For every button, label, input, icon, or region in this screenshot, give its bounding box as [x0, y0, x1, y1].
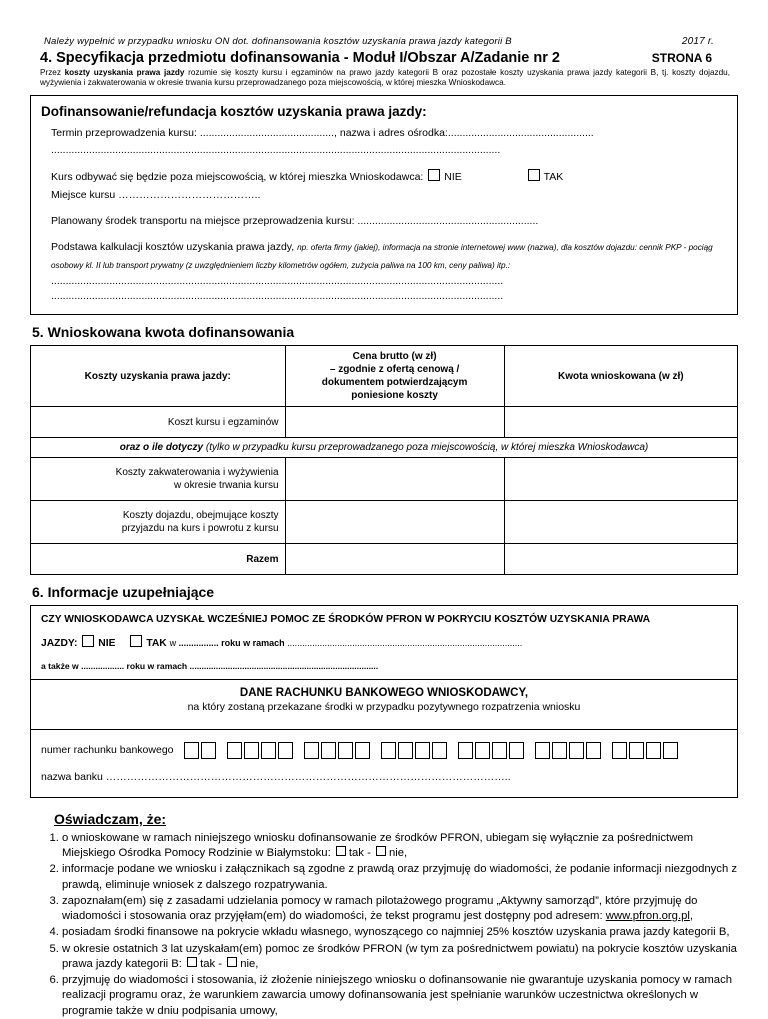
label-tak: TAK [543, 171, 564, 183]
account-group[interactable] [304, 742, 372, 759]
course-term-input-2[interactable]: .......................................................................................................................................................... [51, 144, 501, 157]
declaration-item-1-sep: - [367, 847, 371, 860]
list-item [62, 831, 738, 862]
checkbox-prior-nie[interactable] [82, 635, 94, 647]
checkbox-decl5-tak[interactable] [187, 957, 197, 967]
account-cell[interactable] [629, 742, 644, 759]
takze-year-input[interactable]: .................. roku w ramach [81, 660, 190, 671]
account-cell[interactable] [244, 742, 259, 759]
prior-aid-question: CZY WNIOSKODAWCA UZYSKAŁ WCZEŚNIEJ POMOC ZE ŚRODKÓW PFRON W POKRYCIU KOSZTÓW UZYSKANIA PRAWA [41, 614, 651, 626]
account-group[interactable] [535, 742, 603, 759]
checkbox-outside-tak[interactable] [528, 169, 540, 181]
calculation-basis-label: Podstawa kalkulacji kosztów uzyskania prawa jazdy, [51, 241, 298, 254]
section4-box [30, 95, 738, 316]
takze-program-input[interactable]: ............................................................................... [189, 660, 379, 671]
row-travel-label-l1: Koszty dojazdu, obejmujące koszty [122, 510, 279, 522]
col2-header-line1: Cena brutto (w zł) [352, 351, 437, 363]
account-cell[interactable] [201, 742, 216, 759]
account-cell[interactable] [475, 742, 490, 759]
account-cell[interactable] [612, 742, 627, 759]
row-travel-label-l2: przyjazdu na kurs i powrotu z kursu [121, 523, 279, 535]
bank-title: DANE RACHUNKU BANKOWEGO WNIOSKODAWCY, [239, 686, 529, 699]
course-term-input[interactable]: .............................................., [199, 126, 337, 139]
outside-city-label: Kurs odbywać się będzie poza miejscowością, w której mieszka Wnioskodawca: [51, 171, 424, 183]
declaration-item-5-text: w okresie ostatnich 3 lat uzyskałam(em) pomoc ze środków PFRON (w tym za pośrednictwem powiatu) na pokrycie kosztów uzyskania prawa jazdy kategorii B: [62, 942, 737, 970]
account-group[interactable] [458, 742, 526, 759]
outside-city-line [41, 169, 727, 186]
account-cell[interactable] [184, 742, 199, 759]
account-cell[interactable] [398, 742, 413, 759]
course-term-line2[interactable] [41, 143, 727, 159]
list-item [62, 862, 738, 893]
account-cell[interactable] [458, 742, 473, 759]
declaration-item-5-opt1: tak [200, 957, 216, 970]
declaration-title: Oświadczam, że: [54, 810, 167, 827]
declaration-item-4-text: posiadam środki finansowe na pokrycie wkładu własnego, wynoszącego co najmniej 25% kosztów uzyskania prawa jazdy kategorii B, [62, 926, 730, 939]
declaration-item-5-sep: - [218, 957, 223, 970]
row-accommodation-label-l2: w okresie trwania kursu [174, 480, 279, 492]
row-note [31, 438, 738, 458]
account-cell[interactable] [586, 742, 601, 759]
section4-intro [30, 68, 738, 89]
bank-subtitle: na który zostaną przekazane środki w przypadku pozytywnego rozpatrzenia wniosku [187, 700, 581, 713]
jazdy-label: JAZDY: [41, 638, 78, 650]
account-cell[interactable] [304, 742, 319, 759]
transport-line [41, 214, 727, 230]
account-number-label: numer rachunku bankowego [41, 744, 174, 757]
account-cell[interactable] [381, 742, 396, 759]
table-total-row [31, 544, 738, 575]
pfron-link[interactable]: www.pfron.org.pl [605, 910, 690, 923]
row-accommodation-requested[interactable] [504, 458, 737, 501]
account-cell[interactable] [432, 742, 447, 759]
row-travel-requested[interactable] [504, 501, 737, 544]
intro-prefix: Przez [40, 68, 65, 77]
table-note-row [31, 438, 738, 458]
course-term-line [41, 126, 727, 142]
account-cell[interactable] [415, 742, 430, 759]
row-accommodation-label-l1: Koszty zakwaterowania i wyżywienia [115, 467, 279, 479]
bank-name-row [41, 761, 727, 787]
list-item [62, 925, 738, 940]
row-accommodation-gross[interactable] [285, 458, 504, 501]
bank-block [31, 680, 737, 729]
section4-title-row [30, 50, 738, 66]
checkbox-decl1-nie[interactable] [376, 846, 386, 856]
row-travel-label [31, 501, 286, 544]
transport-label: Planowany środek transportu na miejsce przeprowadzenia kursu: [51, 214, 355, 227]
col2-header [285, 346, 504, 407]
account-group[interactable] [381, 742, 449, 759]
declaration-item-1-opt2: nie, [388, 847, 408, 860]
list-item [62, 942, 738, 973]
section4-title: 4. Specyfikacja przedmiotu dofinansowania - Moduł I/Obszar A/Zadanie nr 2 [40, 50, 560, 66]
declaration-item-3-text-after: , [689, 910, 694, 923]
account-cell[interactable] [321, 742, 336, 759]
prior-label-nie: NIE [98, 638, 116, 650]
account-cell[interactable] [535, 742, 550, 759]
calculation-line-1[interactable] [41, 275, 727, 288]
account-group[interactable] [612, 742, 680, 759]
row-note-bold: oraz o ile dotyczy [119, 442, 206, 454]
transport-input[interactable]: .............................................................. [354, 214, 539, 227]
center-name-input[interactable]: .................................................. [447, 126, 594, 139]
declaration-item-6-text: przyjmuję do wiadomości i stosowania, iż złożenie niniejszego wniosku o dofinansowanie nie gwarantuje uzyskania pomocy w ramach realizacji programu oraz, że warunkiem zawarcia umowy dofinansowania jest spełnianie warunków uczestnictwa określonych w programie także w dniu podpisania umowy, [62, 974, 732, 1017]
declaration-item-3-text: zapoznałam(em) się z zasadami udzielania pomocy w ramach pilotażowego programu „Aktywny samorząd”, które przyjmuję do wiadomości i stosowania oraz przyjęłam(em) do wiadomości, że tekst programu jest dostępny pod adresem: [62, 894, 698, 923]
account-group[interactable] [184, 742, 218, 759]
section6-title: 6. Informacje uzupełniające [32, 584, 215, 601]
row-total-requested[interactable] [504, 544, 737, 575]
col2-header-line2: – zgodnie z ofertą cenową / [329, 364, 460, 376]
table-row [31, 407, 738, 438]
checkbox-prior-tak[interactable] [130, 635, 142, 647]
col3-header: Kwota wnioskowana (w zł) [504, 346, 737, 407]
list-item [62, 894, 738, 925]
center-name-label: nazwa i adres ośrodka: [336, 126, 448, 139]
course-place-line [41, 188, 727, 204]
account-cell[interactable] [492, 742, 507, 759]
label-nie: NIE [444, 171, 462, 183]
header-note-row [30, 36, 738, 47]
bank-name-input[interactable]: …………………………………………………………………………………………………….. [105, 770, 511, 783]
row-course-cost-requested[interactable] [504, 407, 737, 438]
header-note: Należy wypełnić w przypadku wniosku ON dot. dofinansowania kosztów uzyskania prawa jazdy kategorii B [44, 36, 512, 47]
account-cell[interactable] [227, 742, 242, 759]
prior-label-tak: TAK [146, 638, 167, 650]
calculation-input-1[interactable]: ........................................................................................................................................................... [51, 275, 504, 288]
header-year: 2017 r. [681, 36, 714, 47]
takze-label: a także w [41, 660, 82, 671]
prior-aid-block [31, 606, 737, 678]
row-total-label: Razem [31, 544, 286, 575]
section4-box-title: Dofinansowanie/refundacja kosztów uzyskania prawa jazdy: [41, 103, 427, 119]
table-header-row [31, 346, 738, 407]
row-course-cost-gross[interactable] [285, 407, 504, 438]
prior-aid-answer-row [41, 635, 727, 651]
bank-name-label: nazwa banku [41, 770, 106, 783]
calculation-input-2[interactable]: ........................................................................................................................................................... [51, 289, 504, 302]
row-travel-gross[interactable] [285, 501, 504, 544]
account-cell[interactable] [278, 742, 293, 759]
checkbox-decl5-nie[interactable] [227, 957, 237, 967]
account-cell[interactable] [509, 742, 524, 759]
table-row [31, 458, 738, 501]
prior-year-input[interactable]: ................ roku w ramach [178, 638, 288, 649]
account-cell[interactable] [355, 742, 370, 759]
page-number-label: STRONA 6 [651, 51, 712, 65]
table-row [31, 501, 738, 544]
declaration-item-1-opt1: tak [348, 847, 364, 860]
list-item [62, 973, 738, 1019]
section5-title: 5. Wnioskowana kwota dofinansowania [32, 324, 295, 341]
col1-header: Koszty uzyskania prawa jazdy: [31, 346, 286, 407]
course-place-input[interactable]: ………………………………….. [115, 188, 261, 201]
calculation-basis-block [41, 237, 727, 273]
course-place-label: Miejsce kursu [51, 188, 116, 201]
course-term-label: Termin przeprowadzenia kursu: [51, 126, 197, 139]
intro-bold: koszty uzyskania prawa jazdy [64, 68, 185, 77]
row-total-gross[interactable] [285, 544, 504, 575]
account-block [31, 730, 737, 797]
declaration-item-2-text: informacje podane we wniosku i załącznikach są zgodne z prawdą oraz przyjmuję do wiadomości, że podanie informacji niezgodnych z prawdą, eliminuje wniosek z dalszego rozpatrywania. [62, 863, 738, 891]
prior-program-input[interactable]: .............................................................................................. [287, 638, 523, 649]
calculation-line-2[interactable] [41, 290, 727, 303]
account-cell[interactable] [261, 742, 276, 759]
account-group[interactable] [227, 742, 295, 759]
account-cell[interactable] [663, 742, 678, 759]
intro-rest: rozumie się koszty kursu i egzaminów na prawo jazdy kategorii B oraz pozostałe koszty uzyskania prawa jazdy kategorii B, tj. koszty dojazdu, wyżywienia i zakwaterowania w okresie trwania kursu przeprowadzanego poza miejscowością, w której mieszka Wnioskodawca. [40, 68, 730, 88]
declaration-list [30, 831, 738, 1019]
amount-table [30, 345, 738, 575]
account-number-input[interactable] [184, 742, 689, 759]
col2-header-line4: poniesione koszty [351, 390, 438, 402]
account-cell[interactable] [338, 742, 353, 759]
account-cell[interactable] [569, 742, 584, 759]
row-course-cost-label: Koszt kursu i egzaminów [31, 407, 286, 438]
checkbox-outside-nie[interactable] [428, 169, 440, 181]
prior-year-label: w [169, 638, 179, 649]
account-cell[interactable] [646, 742, 661, 759]
checkbox-decl1-tak[interactable] [336, 846, 346, 856]
row-accommodation-label [31, 458, 286, 501]
account-cell[interactable] [552, 742, 567, 759]
prior-aid-second-row [41, 661, 727, 671]
account-number-row [41, 738, 727, 761]
declaration-item-1-text: o wnioskowane w ramach niniejszego wniosku dofinansowanie ze środków PFRON, ubiegam się wyłącznie za pośrednictwem Miejskiego Ośrodka Pomocy Rodzinie w Białymstoku: [62, 831, 694, 860]
col2-header-line3: dokumentem potwierdzającym [321, 377, 468, 389]
row-note-italic: (tylko w przypadku kursu przeprowadzanego poza miejscowością, w której mieszka Wnioskodawca) [205, 442, 649, 454]
declaration-item-5-opt2: nie, [240, 957, 259, 970]
section6-box [30, 605, 738, 797]
calculation-basis-hint: np. oferta firmy (jakiej), informacja na stronie internetowej www (nazwa), dla kosztów dojazdu: cennik PKP - pociąg osobowy kl. II lub transport prywatny (z uwzględnieniem liczby kilometrów ogółem, zużycia paliwa na 100 km, ceny paliwa) itp.: [51, 243, 713, 271]
